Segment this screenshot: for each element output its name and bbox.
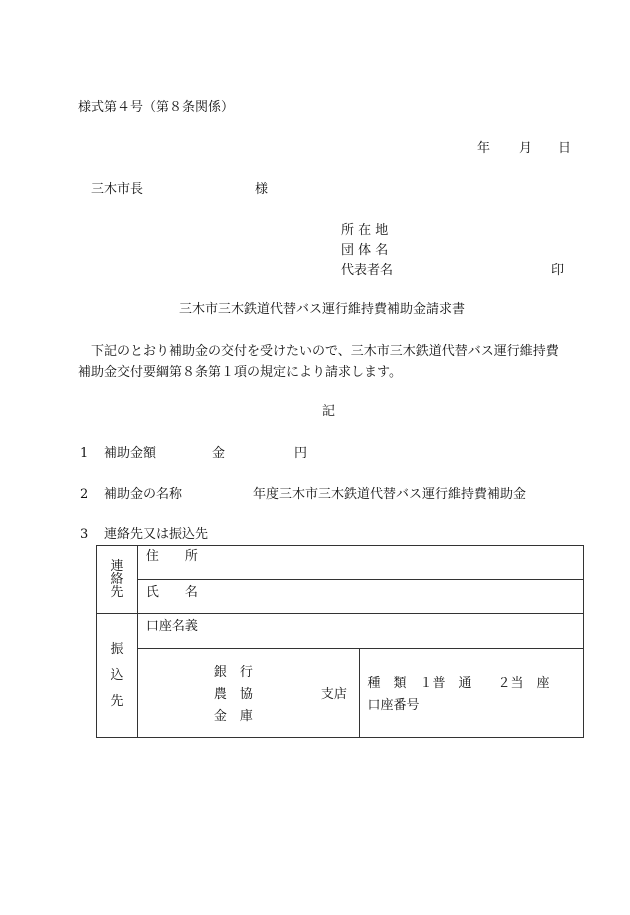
item-number: 1 <box>80 446 89 461</box>
item-label: 補助金額 <box>104 446 157 461</box>
address-cell[interactable] <box>137 546 583 580</box>
account-type-options: 種 類 １普 通 ２当 座 <box>367 676 550 691</box>
address-label: 住 所 <box>145 549 198 564</box>
name-label: 氏 名 <box>145 585 198 600</box>
contact-header-char: 先 <box>110 585 124 600</box>
account-type-cell[interactable] <box>360 649 584 738</box>
item-number: 3 <box>80 527 89 542</box>
contact-transfer-table <box>96 545 584 738</box>
transfer-header-cell <box>97 614 138 738</box>
contact-header-char: 連 <box>110 559 124 574</box>
transfer-header-char: 込 <box>110 668 124 683</box>
month-label: 月 <box>519 141 533 156</box>
branch-label: 支店 <box>320 687 347 702</box>
subsidy-name-value: 年度三木市三木鉄道代替バス運行維持費補助金 <box>253 487 527 502</box>
addressee-honorific: 様 <box>255 182 269 197</box>
day-label: 日 <box>558 141 572 156</box>
amount-prefix: 金 <box>212 446 226 461</box>
contact-header-cell <box>97 546 138 614</box>
bank-type-agri-coop: 農 協 <box>213 687 253 702</box>
bank-type-bank: 銀 行 <box>213 665 253 680</box>
seal-mark: 印 <box>551 263 565 278</box>
addressee-name: 三木市長 <box>91 182 144 197</box>
account-name-label: 口座名義 <box>145 619 198 634</box>
document-title: 三木市三木鉄道代替バス運行維持費補助金請求書 <box>179 302 466 317</box>
bank-cell[interactable] <box>137 649 360 738</box>
year-label: 年 <box>477 141 491 156</box>
representative-label: 代表者名 <box>341 263 394 278</box>
transfer-header-char: 振 <box>110 642 124 657</box>
amount-unit: 円 <box>294 446 308 461</box>
form-number: 様式第４号（第８条関係） <box>78 100 235 115</box>
address-label: 所 在 地 <box>341 223 389 238</box>
account-name-cell[interactable] <box>137 614 583 649</box>
ki-heading: 記 <box>322 404 336 419</box>
item-number: 2 <box>80 487 89 502</box>
item-label: 連絡先又は振込先 <box>104 527 209 542</box>
body-text-line-2: 補助金交付要綱第８条第１項の規定により請求します。 <box>78 365 402 380</box>
body-text-line-1: 下記のとおり補助金の交付を受けたいので、三木市三木鉄道代替バス運行維持費 <box>91 344 559 359</box>
name-cell[interactable] <box>137 580 583 614</box>
account-number-label: 口座番号 <box>367 698 420 713</box>
contact-header-char: 絡 <box>110 572 124 587</box>
item-label: 補助金の名称 <box>104 487 183 502</box>
bank-type-credit-union: 金 庫 <box>213 709 253 724</box>
transfer-header-char: 先 <box>110 694 124 709</box>
group-name-label: 団 体 名 <box>341 243 389 258</box>
